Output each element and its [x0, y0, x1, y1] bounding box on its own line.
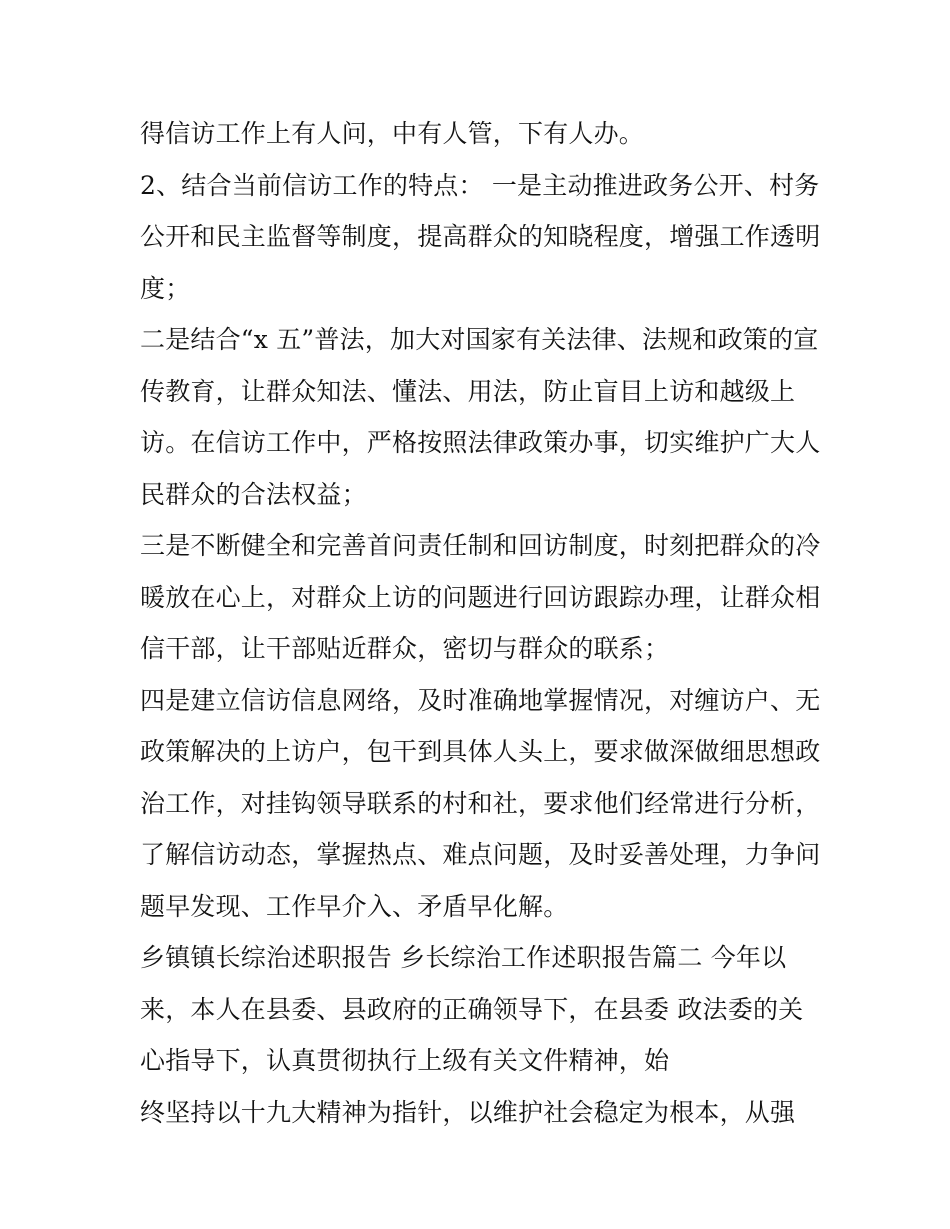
text-line: 信干部，让干部贴近群众，密切与群众的联系； [140, 634, 670, 663]
text-line: 2、结合当前信访工作的特点： 一是主动推进政务公开、村务 [140, 170, 820, 200]
text-line: 民群众的合法权益； [140, 479, 367, 509]
text-line: 访。在信访工作中，严格按照法律政策办事，切实维护广大人 [140, 428, 821, 457]
text-line: 治工作，对挂钩领导联系的村和社，要求他们经常进行分析， [140, 788, 821, 818]
text-line: 度； [140, 273, 191, 303]
text-line: 了解信访动态，掌握热点、难点问题，及时妥善处理，力争问 [140, 840, 821, 869]
text-line: 二是结合“x 五”普法，加大对国家有关法律、法规和政策的宣 [140, 325, 819, 354]
text-line: 公开和民主监督等制度，提高群众的知晓程度，增强工作透明 [140, 222, 821, 251]
text-line: 得信访工作上有人问，中有人管，下有人办。 [140, 119, 645, 148]
text-line: 来，本人在县委、县政府的正确领导下，在县委 政法委的关 [140, 994, 804, 1024]
text-line: 政策解决的上访户，包干到具体人头上，要求做深做细思想政 [140, 737, 821, 766]
text-line: 心指导下，认真贯彻执行上级有关文件精神，始 [140, 1046, 670, 1075]
text-line: 题早发现、工作早介入、矛盾早化解。 [140, 891, 569, 921]
document-body [140, 108, 820, 1138]
text-line: 暖放在心上，对群众上访的问题进行回访跟踪办理，让群众相 [140, 582, 821, 612]
text-line: 三是不断健全和完善首问责任制和回访制度，时刻把群众的冷 [140, 531, 821, 560]
text-line: 传教育，让群众知法、懂法、用法，防止盲目上访和越级上 [140, 376, 796, 406]
text-line: 终坚持以十九大精神为指针，以维护社会稳定为根本，从强 [140, 1097, 796, 1127]
text-line: 乡镇镇长综治述职报告 乡长综治工作述职报告篇二 今年以 [140, 943, 787, 972]
text-line: 四是建立信访信息网络，及时准确地掌握情况，对缠访户、无 [140, 685, 821, 715]
